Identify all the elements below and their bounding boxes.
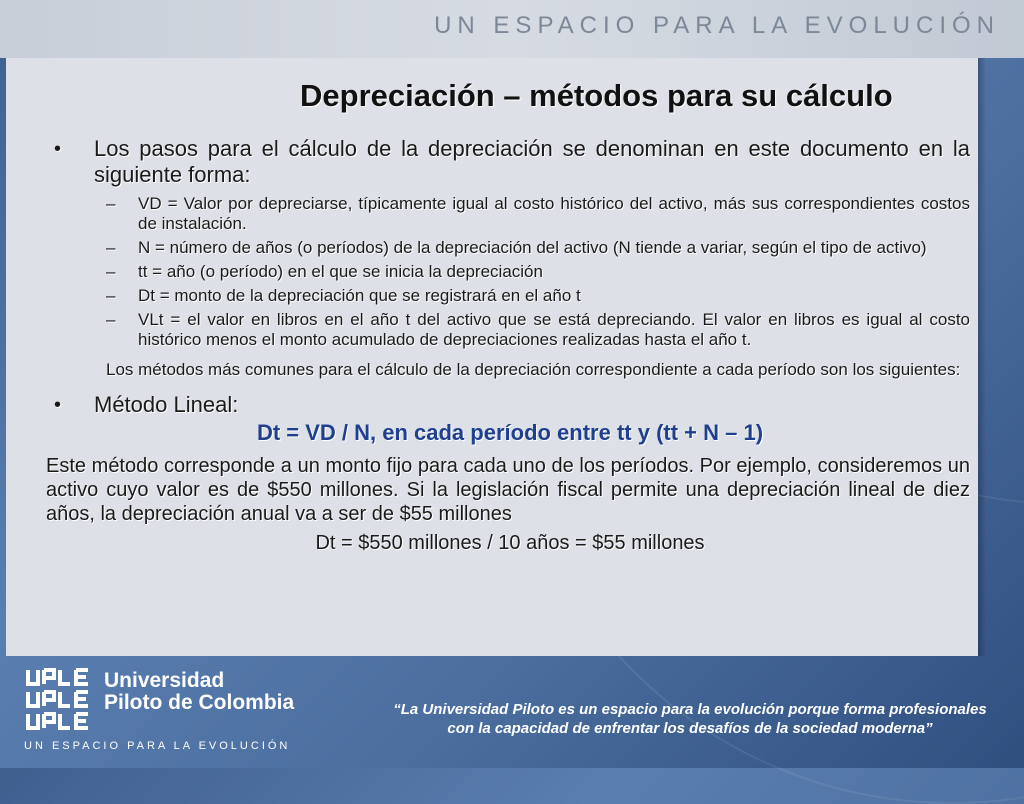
definition-text: VD = Valor por depreciarse, típicamente igual al costo histórico del activo, más sus correspondientes costos de instalación. — [138, 194, 970, 233]
definition-text: VLt = el valor en libros en el año t del activo que se está depreciando. El valor en libros es igual al costo histórico menos el monto acumulado de depreciaciones realizadas hasta el año t. — [138, 310, 970, 349]
dash-icon: – — [106, 310, 116, 329]
definition-list — [50, 194, 970, 350]
panel-shadow — [978, 58, 986, 656]
university-name — [104, 670, 304, 714]
definition-text: N = número de años (o períodos) de la depreciación del activo (N tiende a variar, según el tipo de activo) — [138, 238, 927, 257]
method-title: Método Lineal: — [94, 392, 239, 417]
intro-bullet — [50, 136, 970, 188]
method-bullet — [50, 392, 970, 418]
university-name-line1: Universidad — [104, 669, 225, 692]
definition-item — [50, 310, 970, 350]
university-name-line2: Piloto de Colombia — [104, 691, 295, 714]
example-calculation: Dt = $550 millones / 10 años = $55 millones — [315, 532, 705, 554]
dash-icon: – — [106, 194, 116, 213]
logo-tagline: UN ESPACIO PARA LA EVOLUCIÓN — [24, 740, 291, 752]
university-logo-icon — [24, 666, 94, 732]
header-tagline: UN ESPACIO PARA LA EVOLUCIÓN — [434, 12, 1000, 39]
method-description: Este método corresponde a un monto fijo para cada uno de los períodos. Por ejemplo, consideremos un activo cuyo valor es de $550 millones. Si la legislación fiscal permite una depreciación lineal de diez años, la depreciación anual va a ser de $55 millones — [46, 455, 970, 525]
definition-item — [50, 194, 970, 234]
dash-icon: – — [106, 238, 116, 257]
definition-item — [50, 238, 970, 258]
header-band — [0, 0, 1024, 58]
dash-icon: – — [106, 286, 116, 305]
methods-intro: Los métodos más comunes para el cálculo de la depreciación correspondiente a cada período son los siguientes: — [106, 360, 961, 379]
dash-icon: – — [106, 262, 116, 281]
definition-text: Dt = monto de la depreciación que se registrará en el año t — [138, 286, 581, 305]
definition-text: tt = año (o período) en el que se inicia la depreciación — [138, 262, 543, 281]
bullet-icon: • — [54, 138, 62, 160]
intro-text: Los pasos para el cálculo de la depreciación se denominan en este documento en la siguiente forma: — [94, 136, 970, 187]
slide-title: Depreciación – métodos para su cálculo — [300, 78, 893, 113]
slide-content — [46, 136, 970, 555]
formula: Dt = VD / N, en cada período entre tt y (tt + N – 1) — [256, 420, 764, 445]
definition-item — [50, 262, 970, 282]
bullet-icon: • — [54, 394, 62, 416]
footer-quote: “La Universidad Piloto es un espacio para la evolución porque forma profesionales con la capacidad de enfrentar los desafíos de la sociedad moderna” — [393, 701, 987, 737]
definition-item — [50, 286, 970, 306]
